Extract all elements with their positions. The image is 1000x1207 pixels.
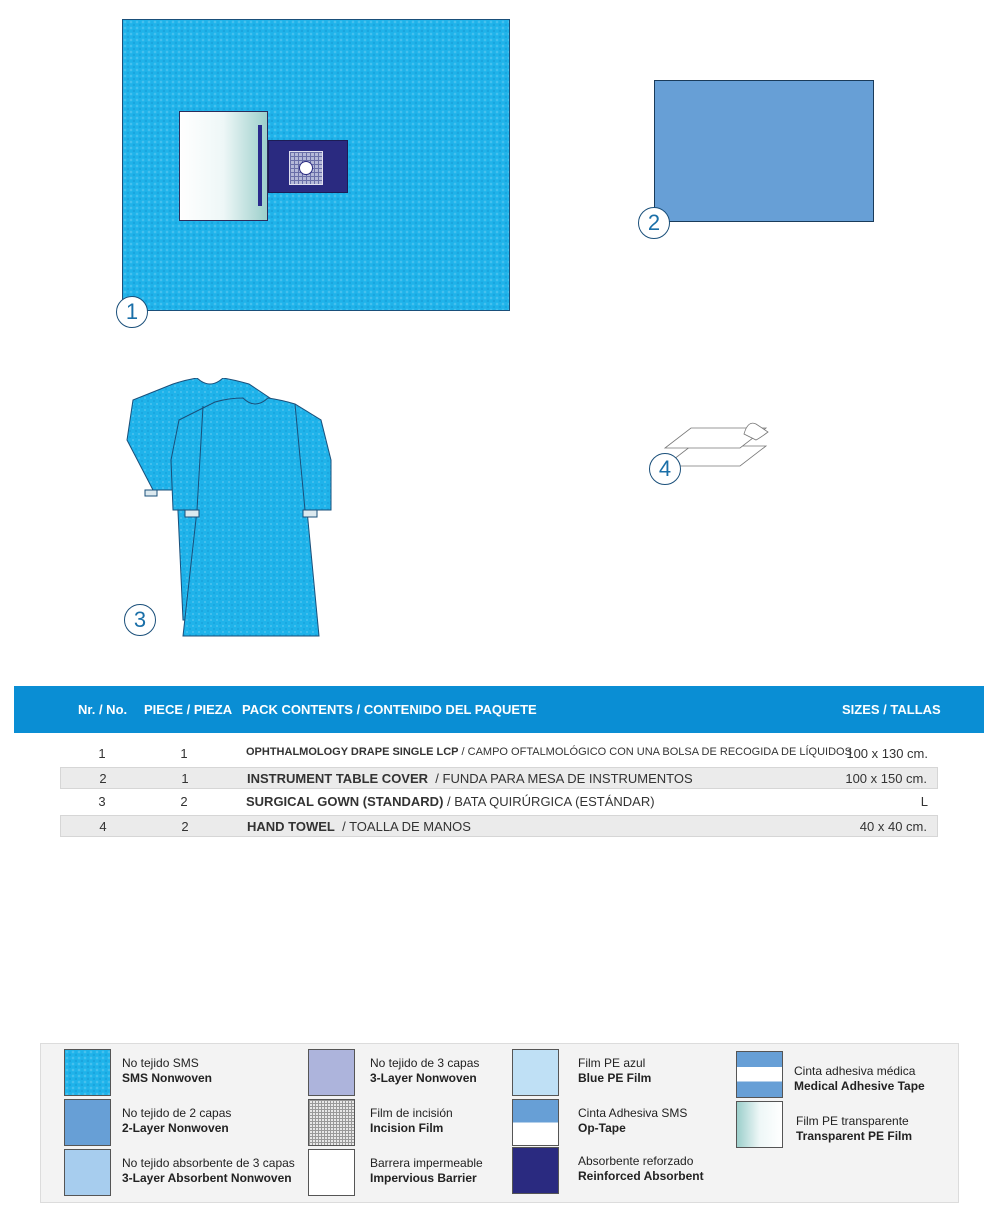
item-name: SURGICAL GOWN (STANDARD) (246, 794, 444, 809)
legend-label-es: Film PE azul (578, 1056, 646, 1070)
cell-contents (246, 794, 655, 809)
legend-label-es: No tejido absorbente de 3 capas (122, 1156, 295, 1170)
absorbent-swatch (64, 1149, 111, 1196)
ophthalmology-drape-illustration (122, 19, 510, 311)
cell-size: L (920, 794, 928, 809)
item-description: CAMPO OFTALMOLÓGICO CON UNA BOLSA DE RECOGIDA DE LÍQUIDOS (467, 746, 852, 758)
impervious-swatch (308, 1149, 355, 1196)
incision-film-window (179, 111, 268, 221)
legend-label (578, 1056, 651, 1086)
table-row (60, 791, 938, 813)
legend-label-es: No tejido de 2 capas (122, 1106, 232, 1120)
cell-size: 40 x 40 cm. (859, 819, 927, 834)
header-piece: PIECE / PIEZA (144, 702, 233, 717)
legend-label (122, 1106, 231, 1136)
eye-aperture (299, 161, 313, 175)
legend-label-en: Medical Adhesive Tape (794, 1079, 925, 1093)
op-tape-swatch (512, 1099, 559, 1146)
table-header (14, 686, 984, 733)
legend-label-en: Op-Tape (578, 1121, 626, 1135)
item-name: INSTRUMENT TABLE COVER (247, 771, 429, 786)
pouch-mesh (289, 151, 323, 185)
blue-pe-swatch (512, 1049, 559, 1096)
item-number-badge-4: 4 (649, 453, 681, 485)
item-separator: / (443, 794, 455, 809)
cell-piece: 2 (181, 819, 189, 834)
legend-label-en: 2-Layer Nonwoven (122, 1121, 229, 1135)
two-layer-swatch (64, 1099, 111, 1146)
item-name: OPHTHALMOLOGY DRAPE SINGLE LCP (246, 746, 459, 758)
legend-label-es: Cinta Adhesiva SMS (578, 1106, 688, 1120)
legend-label (796, 1114, 912, 1144)
item-number-badge-3: 3 (124, 604, 156, 636)
legend-label (794, 1064, 925, 1094)
sms-swatch (64, 1049, 111, 1096)
header-nr: Nr. / No. (78, 702, 128, 717)
legend-label-en: SMS Nonwoven (122, 1071, 213, 1085)
legend-label (370, 1056, 479, 1086)
cell-piece: 1 (181, 771, 189, 786)
legend-label-en: Reinforced Absorbent (578, 1169, 704, 1183)
cell-nr: 1 (98, 746, 106, 761)
item-description: TOALLA DE MANOS (349, 819, 471, 834)
material-legend (40, 1043, 959, 1203)
legend-label-en: Transparent PE Film (796, 1129, 913, 1143)
legend-label (122, 1056, 212, 1086)
transparent-pe-swatch (736, 1101, 783, 1148)
legend-label-es: Film PE transparente (796, 1114, 909, 1128)
cell-size: 100 x 130 cm. (846, 746, 928, 761)
legend-label-es: Barrera impermeable (370, 1156, 483, 1170)
item-description: BATA QUIRÚRGICA (ESTÁNDAR) (454, 794, 655, 809)
legend-label-en: Blue PE Film (578, 1071, 652, 1085)
item-number-badge-2: 2 (638, 207, 670, 239)
table-row (60, 815, 938, 837)
cell-piece: 2 (180, 794, 188, 809)
cell-contents (247, 771, 693, 786)
item-separator: / (334, 819, 350, 834)
three-layer-swatch (308, 1049, 355, 1096)
table-row (60, 743, 938, 765)
legend-label (122, 1156, 295, 1186)
medical-tape-swatch (736, 1051, 783, 1098)
legend-label-en: 3-Layer Absorbent Nonwoven (122, 1171, 292, 1185)
item-description: FUNDA PARA MESA DE INSTRUMENTOS (442, 771, 693, 786)
legend-label-es: No tejido de 3 capas (370, 1056, 480, 1070)
legend-label-en: Incision Film (370, 1121, 444, 1135)
table-row (60, 767, 938, 789)
gown-front (171, 398, 331, 636)
legend-label-es: Cinta adhesiva médica (794, 1064, 916, 1078)
legend-label (370, 1156, 483, 1186)
item-number-badge-1: 1 (116, 296, 148, 328)
adhesive-strip (258, 125, 262, 206)
legend-label-es: Film de incisión (370, 1106, 453, 1120)
cell-contents (246, 746, 852, 758)
cell-nr: 3 (98, 794, 106, 809)
legend-label (370, 1106, 453, 1136)
legend-label (578, 1154, 704, 1184)
cell-piece: 1 (180, 746, 188, 761)
item-separator: / (458, 746, 468, 758)
cell-contents (247, 819, 471, 834)
item-name: HAND TOWEL (247, 819, 335, 834)
surgical-gown-illustration (125, 378, 335, 640)
legend-label-en: Impervious Barrier (370, 1171, 477, 1185)
legend-label-en: 3-Layer Nonwoven (370, 1071, 477, 1085)
cell-size: 100 x 150 cm. (845, 771, 927, 786)
legend-label-es: Absorbente reforzado (578, 1154, 694, 1168)
header-sizes: SIZES / TALLAS (842, 702, 941, 717)
item-separator: / (428, 771, 443, 786)
legend-label-es: No tejido SMS (122, 1056, 199, 1070)
cell-nr: 2 (99, 771, 107, 786)
header-contents: PACK CONTENTS / CONTENIDO DEL PAQUETE (242, 702, 537, 717)
cell-nr: 4 (99, 819, 107, 834)
reinforced-swatch (512, 1147, 559, 1194)
instrument-table-cover-illustration (654, 80, 874, 222)
legend-label (578, 1106, 687, 1136)
incision-swatch (308, 1099, 355, 1146)
fluid-collection-pouch (268, 140, 348, 193)
